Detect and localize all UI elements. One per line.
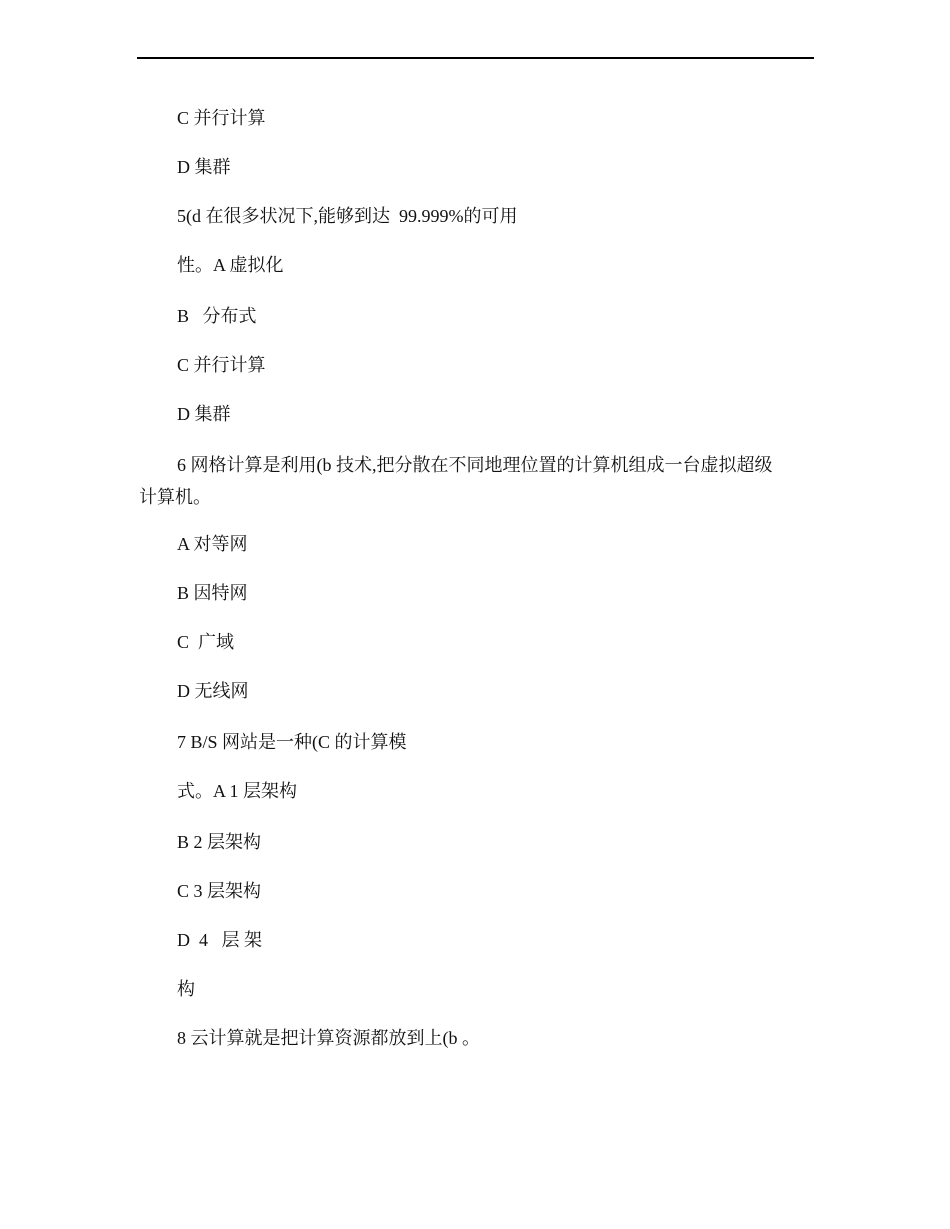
option-b-internet: B 因特网: [177, 583, 248, 603]
option-d-wireless: D 无线网: [177, 681, 249, 701]
question-8-text: 8 云计算就是把计算资源都放到上(b 。: [177, 1028, 480, 1048]
option-a-peer-network: A 对等网: [177, 534, 248, 554]
question-5-continuation: 性。A 虚拟化: [177, 255, 284, 275]
option-d-cluster: D 集群: [177, 157, 231, 177]
option-b-distributed: B 分布式: [177, 306, 257, 326]
question-7-continuation: 式。A 1 层架构: [177, 781, 298, 801]
option-c-parallel-computing: C 并行计算: [177, 108, 266, 128]
question-6-continuation: 计算机。: [139, 487, 211, 507]
option-b-2-tier: B 2 层架构: [177, 832, 262, 852]
option-c-3-tier: C 3 层架构: [177, 881, 262, 901]
option-d-4-tier: D 4 层 架: [177, 930, 262, 950]
question-6-text: 6 网格计算是利用(b 技术,把分散在不同地理位置的计算机组成一台虚拟超级: [177, 455, 773, 475]
option-c-wide-area: C 广域: [177, 632, 235, 652]
option-c-parallel-computing-2: C 并行计算: [177, 355, 266, 375]
option-d-4-tier-continuation: 构: [177, 979, 195, 999]
option-d-cluster-2: D 集群: [177, 404, 231, 424]
question-7-text: 7 B/S 网站是一种(C 的计算模: [177, 732, 407, 752]
header-rule: [137, 57, 814, 59]
question-5-text: 5(d 在很多状况下,能够到达 99.999%的可用: [177, 206, 518, 226]
